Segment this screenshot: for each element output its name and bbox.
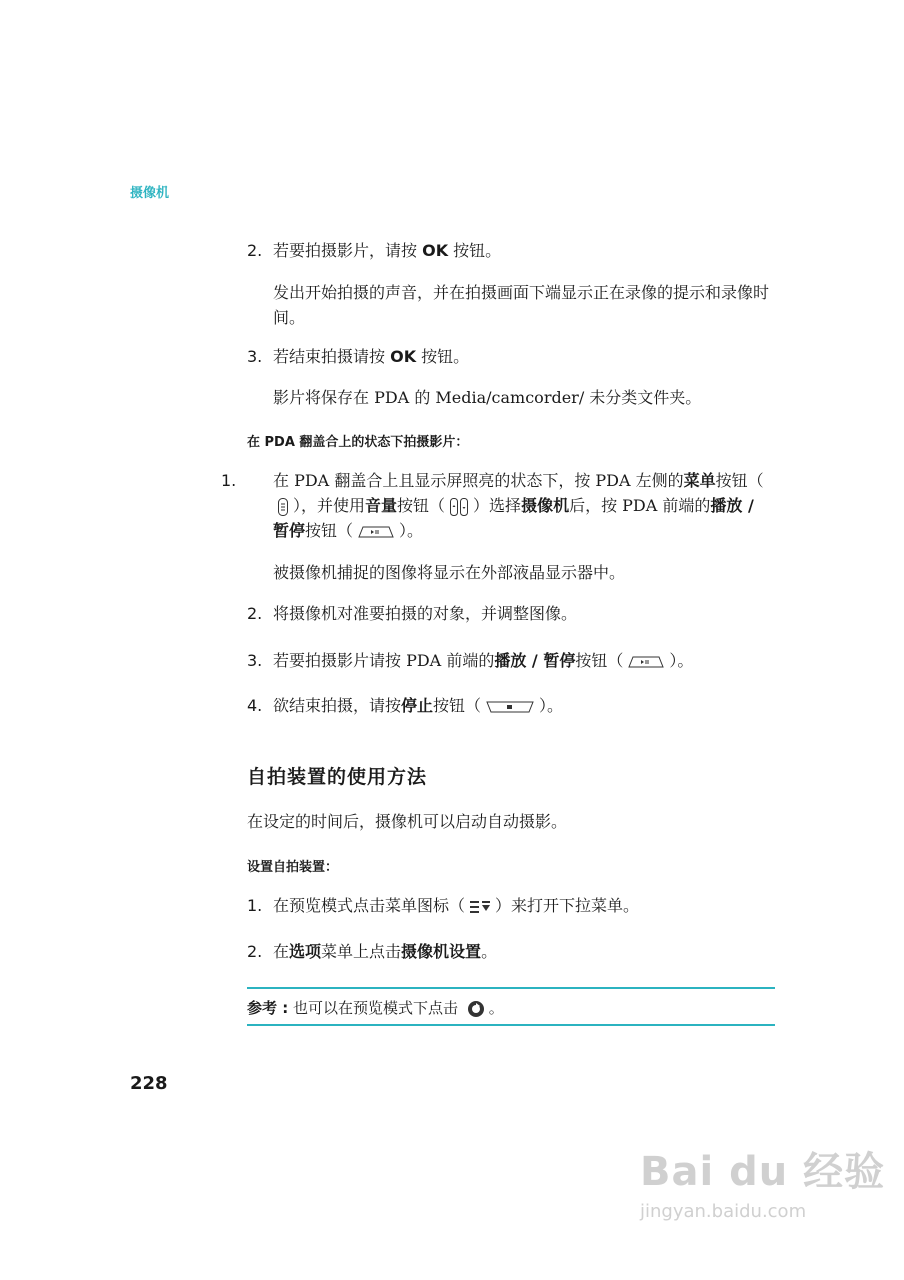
timer-step-1: 1. 在预览模式点击菜单图标（ ）来打开下拉菜单。 <box>247 896 640 915</box>
section-title-self-timer: 自拍装置的使用方法 <box>247 766 428 788</box>
timer-step-2: 2. 在选项菜单上点击摄像机设置。 <box>247 942 498 961</box>
closed-step-1-desc: 被摄像机捕捉的图像将显示在外部液晶显示器中。 <box>273 563 626 582</box>
section-header: 摄像机 <box>130 186 170 201</box>
note-bottom-rule <box>247 1024 775 1026</box>
step-2-desc: 发出开始拍摄的声音，并在拍摄画面下端显示正在录像的提示和录像时间。 <box>273 283 770 327</box>
play-pause-button-icon <box>627 655 665 669</box>
watermark-url: jingyan.baidu.com <box>640 1201 807 1222</box>
subheading-closed-flip: 在 PDA 翻盖合上的状态下拍摄影片： <box>247 435 469 450</box>
play-pause-button-icon <box>357 525 395 539</box>
watermark-brand: Bai du 经验 <box>640 1149 886 1195</box>
menu-icon <box>469 899 491 915</box>
menu-side-button-icon <box>277 497 289 517</box>
section-intro: 在设定的时间后，摄像机可以启动自动摄影。 <box>247 812 568 831</box>
step-3: 3. 若结束拍摄请按 OK 按钮。 <box>247 347 470 366</box>
volume-button-icon <box>449 497 469 517</box>
step-3-desc: 影片将保存在 PDA 的 Media/camcorder/ 未分类文件夹。 <box>273 388 702 407</box>
step-2: 2. 若要拍摄影片，请按 OK 按钮。 <box>247 241 502 260</box>
camera-settings-icon <box>467 1000 485 1018</box>
subheading-self-timer: 设置自拍装置： <box>247 860 339 875</box>
note: 参考 : 也可以在预览模式下点击 。 <box>247 999 504 1017</box>
closed-step-1: 1. 在 PDA 翻盖合上且显示屏照亮的状态下，按 PDA 左侧的菜单按钮（），并使用音量按钮（ ）选择摄像机后，按 PDA 前端的播放 / 暂停按钮（ ）。 <box>221 471 764 540</box>
stop-button-icon <box>485 700 535 714</box>
note-top-rule <box>247 987 775 989</box>
page-number: 228 <box>130 1073 168 1094</box>
watermark <box>640 1140 885 1222</box>
closed-step-2: 2. 将摄像机对准要拍摄的对象，并调整图像。 <box>247 604 578 623</box>
closed-step-4: 4. 欲结束拍摄，请按停止按钮（ ）。 <box>247 696 564 715</box>
closed-step-3: 3. 若要拍摄影片请按 PDA 前端的播放 / 暂停按钮（ ）。 <box>247 651 694 670</box>
